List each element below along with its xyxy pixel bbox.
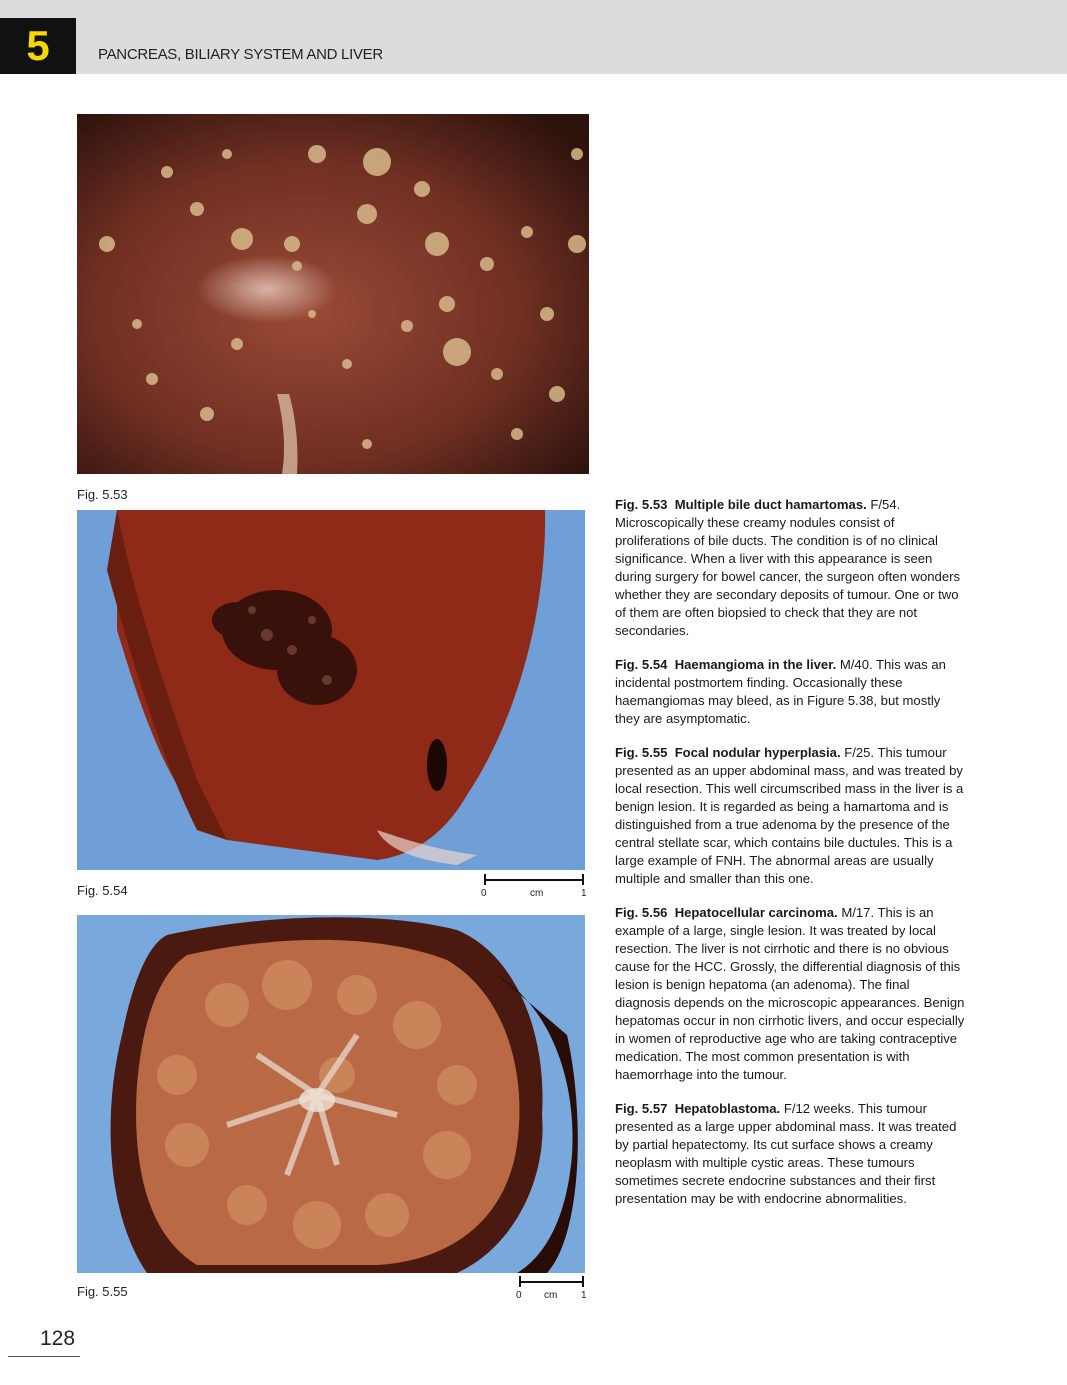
scale-bar-tick (582, 1276, 584, 1287)
page-number-rule (8, 1356, 80, 1357)
caption-title: Focal nodular hyperplasia. (674, 745, 841, 760)
scale-end-label: 1 (581, 888, 587, 899)
caption-fig-5-53 (615, 496, 967, 640)
caption-title: Hepatocellular carcinoma. (674, 905, 838, 920)
caption-fig-5-56 (615, 904, 967, 1084)
caption-body: M/17. This is an example of a large, single lesion. It was treated by local resection. The liver is not cirrhotic and there is no obvious cause for the HCC. Grossly, the differential diagnosis of this lesion is benign hepatoma (an adenoma). The final diagnosis depends on the microscopic appearances. Benign hepatomas occur in non cirrhotic livers, and occur especially in women of reproductive age who are taking contraceptive medication. The most common presentation is with haemorrhage into the tumour. (615, 905, 965, 1082)
caption-fig-5-55 (615, 744, 967, 888)
caption-body: F/25. This tumour presented as an upper abdominal mass, and was treated by local resection. This well circumscribed mass in the liver is a benign lesion. It is regarded as being a hamartoma and is distinguished from a true adenoma by the presence of the central stellate scar, which contains bile ductules. This is a large example of FNH. The abnormal areas are usually multiple and smaller than this one. (615, 745, 964, 886)
caption-title: Haemangioma in the liver. (674, 657, 837, 672)
scale-bar (516, 1276, 587, 1306)
scale-unit-label: cm (530, 888, 544, 899)
caption-body: F/12 weeks. This tumour presented as a large upper abdominal mass. It was treated by partial hepatectomy. Its cut surface shows a creamy neoplasm with multiple cystic areas. These tumours sometimes secrete endocrine substances and their first presentation may be with endocrine abnormalities. (615, 1101, 957, 1206)
caption-figure-number: Fig. 5.54 (615, 657, 668, 672)
chapter-number: 5 (26, 22, 50, 69)
photo-bile-duct-hamartomas (77, 114, 589, 474)
caption-figure-number: Fig. 5.53 (615, 497, 668, 512)
caption-title: Multiple bile duct hamartomas. (674, 497, 867, 512)
scale-start-label: 0 (481, 888, 487, 899)
page-number: 128 (40, 1327, 76, 1350)
caption-fig-5-57 (615, 1100, 967, 1208)
caption-figure-number: Fig. 5.56 (615, 905, 668, 920)
scale-unit-label: cm (544, 1290, 558, 1301)
caption-body: M/40. This was an incidental postmortem finding. Occasionally these haemangiomas may bleed, as in Figure 5.38, but mostly they are asymptomatic. (615, 657, 946, 726)
caption-figure-number: Fig. 5.55 (615, 745, 668, 760)
scale-bar-line (519, 1281, 584, 1283)
scale-bar-tick (519, 1276, 521, 1287)
caption-fig-5-54 (615, 656, 967, 728)
scale-end-label: 1 (581, 1290, 587, 1301)
figure-label: Fig. 5.53 (77, 487, 128, 502)
scale-bar (481, 874, 587, 904)
scale-bar-tick (484, 874, 486, 885)
chapter-title: PANCREAS, BILIARY SYSTEM AND LIVER (98, 46, 383, 63)
photo-focal-nodular-hyperplasia (77, 915, 585, 1273)
figure-label: Fig. 5.54 (77, 883, 128, 898)
scale-bar-tick (582, 874, 584, 885)
figure-label: Fig. 5.55 (77, 1284, 128, 1299)
scale-bar-line (484, 879, 584, 881)
caption-body: F/54. Microscopically these creamy nodules consist of proliferations of bile ducts. The condition is of no clinical significance. When a liver with this appearance is seen during surgery for bowel cancer, the surgeon often wonders whether they are secondary deposits of tumour. One or two of them are often biopsied to check that they are not secondaries. (615, 497, 961, 638)
scale-start-label: 0 (516, 1290, 522, 1301)
photo-haemangioma (77, 510, 585, 870)
caption-figure-number: Fig. 5.57 (615, 1101, 668, 1116)
captions-column (615, 496, 967, 1224)
caption-title: Hepatoblastoma. (674, 1101, 781, 1116)
